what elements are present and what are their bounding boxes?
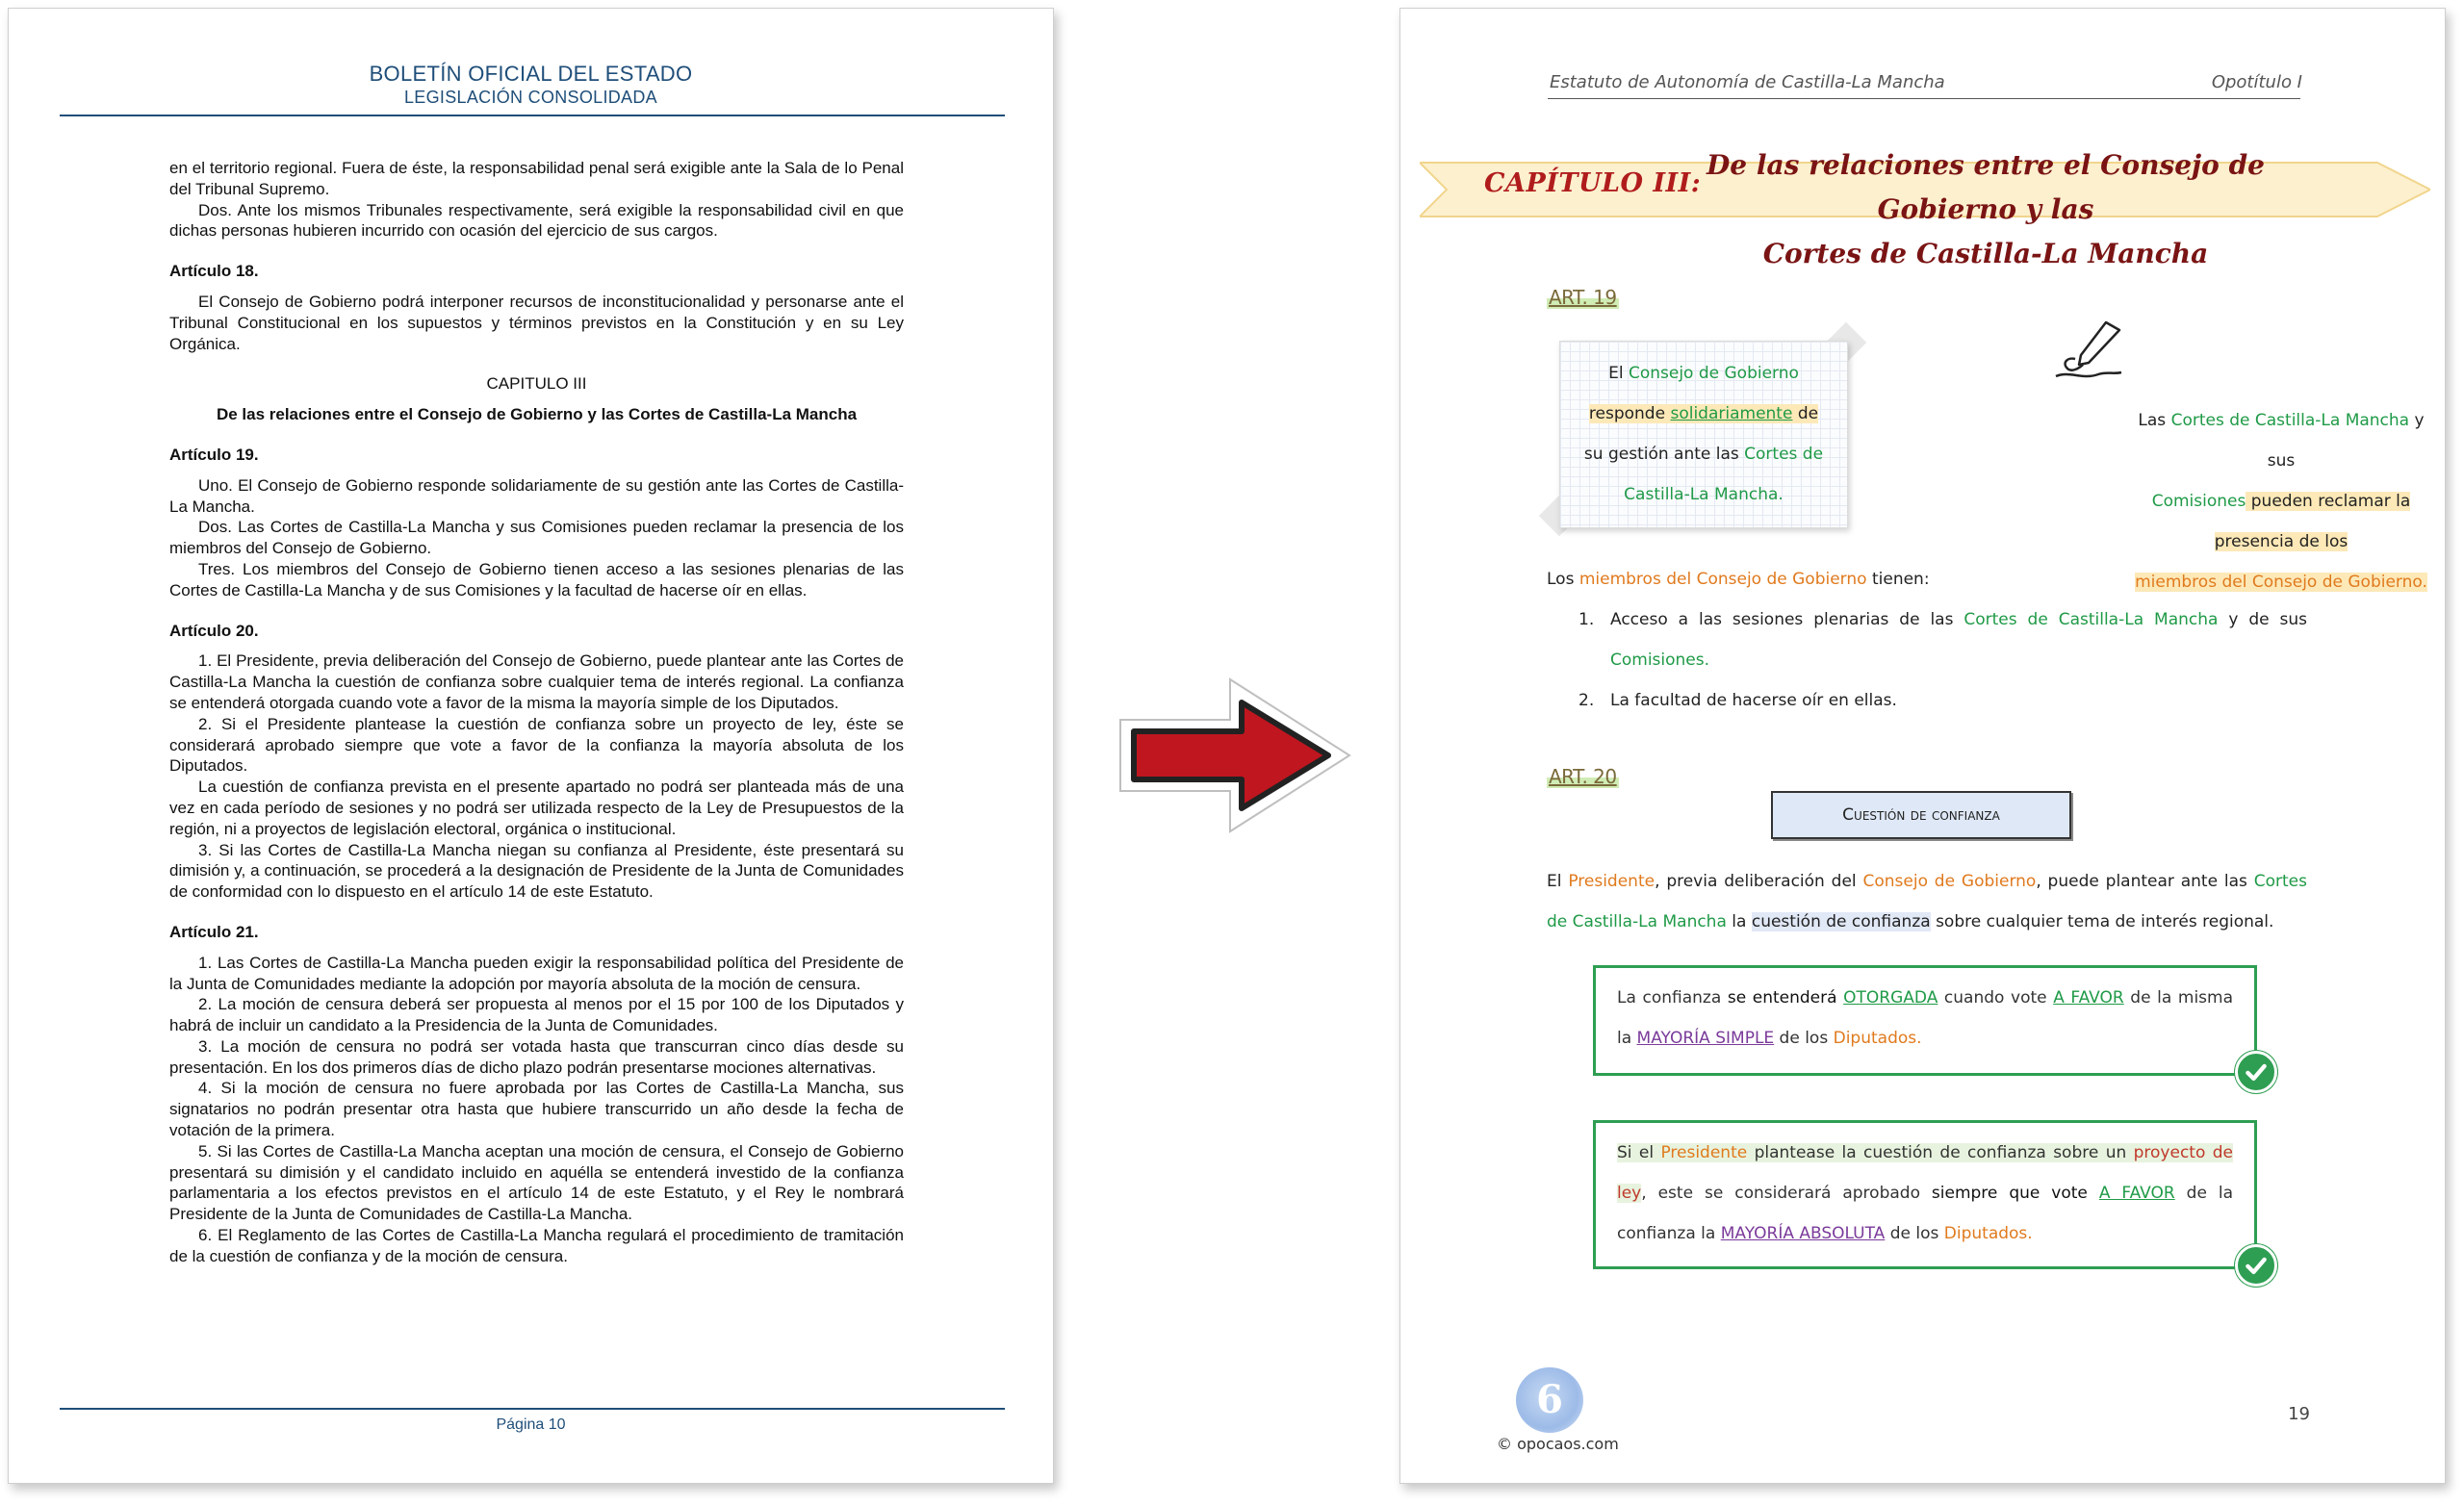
rule-box-simple-majority: La confianza se entenderá OTORGADA cuando vote A FAVOR de la misma la MAYORÍA SIMPLE de los Diputados. [1593, 965, 2257, 1076]
boe-paragraph: en el territorio regional. Fuera de éste, la responsabilidad penal será exigible ante la Sala de lo Penal del Tribunal Supremo. [169, 159, 904, 198]
article-heading-20: Artículo 20. [169, 621, 259, 640]
boe-paragraph: 5. Si las Cortes de Castilla-La Mancha aceptan una moción de censura, el Consejo de Gobierno presentará su dimisión y el candidato incluido en aquélla se entenderá investido de la confianza parlamentaria a los efectos previstos en el artículo 14 de este Estatuto, y el Rey le nombrará Presidente de la Junta de Comunidades de Castilla-La Mancha. [169, 1141, 904, 1224]
opocaos-logo: 6 [1506, 1367, 1593, 1444]
members-rights-list [1547, 599, 2307, 721]
boe-header-rule [60, 115, 1005, 116]
article-heading-21: Artículo 21. [169, 922, 259, 941]
check-icon [2235, 1244, 2277, 1287]
card-line: responde solidariamente de [1588, 404, 1819, 423]
boe-paragraph: 4. Si la moción de censura no fuere aprobada por las Cortes de Castilla-La Mancha, sus signatarios no podrán presentar otra hasta que hubiere transcurrido un año desde la fecha de votación de la primera. [169, 1079, 904, 1140]
boe-body [169, 158, 904, 1267]
boe-subtitle: LEGISLACIÓN CONSOLIDADA [404, 88, 657, 107]
article-heading-18: Artículo 18. [169, 262, 259, 281]
president-paragraph: El Presidente, previa deliberación del Consejo de Gobierno, puede plantear ante las Cortes de Castilla-La Mancha la cuestión de confianza sobre cualquier tema de interés regional. [1547, 872, 2307, 931]
boe-paragraph: La cuestión de confianza prevista en el presente apartado no podrá ser planteada más de una vez en cada período de sesiones y no podrá ser utilizada respecto de la Ley de Presupuestos de la región, ni a proyectos de legislación electoral, orgánica o institucional. [169, 778, 904, 838]
list-item: 1. Acceso a las sesiones plenarias de las Cortes de Castilla-La Mancha y de sus Comisiones. [1578, 610, 2307, 670]
check-icon [2235, 1051, 2277, 1093]
members-intro: Los miembros del Consejo de Gobierno tienen: [1547, 570, 1930, 589]
section-label-box: Cuestión de confianza [1771, 791, 2071, 839]
pen-writing-icon [2050, 317, 2127, 384]
article-label-20 [1547, 765, 1619, 788]
boe-page [8, 8, 1054, 1484]
chapter-label: CAPÍTULO III: [1484, 168, 1702, 198]
boe-paragraph: Dos. Las Cortes de Castilla-La Mancha y sus Comisiones pueden reclamar la presencia de los miembros del Consejo de Gobierno. [169, 518, 904, 558]
header-rule [1548, 98, 2300, 99]
boe-paragraph: 6. El Reglamento de las Cortes de Castilla-La Mancha regulará el procedimiento de tramitación de la cuestión de confianza y de la moción de censura. [169, 1226, 904, 1265]
list-item: 2. La facultad de hacerse oír en ellas. [1578, 691, 1897, 710]
chapter-title-line: De las relaciones entre el Consejo de Gobierno y las [1707, 149, 2265, 225]
page-footer: Página 10 [496, 1416, 566, 1433]
rule-box-absolute-majority: Si el Presidente plantease la cuestión de confianza sobre un proyecto de ley, este se considerará aprobado siempre que vote A FAVOR de la confianza la MAYORÍA ABSOLUTA de los Diputados. [1593, 1120, 2257, 1269]
notes-page [1399, 8, 2446, 1484]
boe-paragraph: 2. Si el Presidente plantease la cuestión de confianza sobre un proyecto de ley, éste se considerará aprobado siempre que vote a favor de la confianza la mayoría absoluta de los Diputados. [169, 714, 904, 776]
boe-footer-rule [60, 1408, 1005, 1410]
boe-paragraph: 2. La moción de censura deberá ser propuesta al menos por el 15 por 100 de los Diputados y habrá de incluir un candidato a la Presidencia de la Junta de Comunidades. [169, 995, 904, 1035]
boe-paragraph: 3. Si las Cortes de Castilla-La Mancha niegan su confianza al Presidente, éste presentará su dimisión y, a continuación, se procederá a la designación de Presidente de la Junta de Comunidades de conformidad con lo dispuesto en el artículo 14 de este Estatuto. [169, 840, 904, 902]
card-line: su gestión ante las Cortes de [1583, 445, 1824, 464]
boe-paragraph: 3. La moción de censura no podrá ser votada hasta que transcurran cinco días desde su presentación. En los dos primeros días de dicho plazo podrán presentarse mociones alternativas. [169, 1036, 904, 1077]
boe-paragraph: Uno. El Consejo de Gobierno responde solidariamente de su gestión ante las Cortes de Castilla-La Mancha. [169, 475, 904, 516]
running-header-title: Estatuto de Autonomía de Castilla-La Mancha [1550, 72, 1945, 92]
boe-paragraph: 1. El Presidente, previa deliberación del Consejo de Gobierno, puede plantear ante las Cortes de Castilla-La Mancha la cuestión de confianza sobre cualquier tema de interés regional. La confianza se entenderá otorgada cuando vote a favor de la misma la mayoría simple de los Diputados. [169, 651, 904, 712]
boe-title: BOLETÍN OFICIAL DEL ESTADO [369, 62, 693, 86]
commissions-note: Las Cortes de Castilla-La Mancha y sus Comisiones pueden reclamar la presencia de los miembros del Consejo de Gobierno. [2135, 411, 2427, 592]
boe-paragraph: El Consejo de Gobierno podrá interponer recursos de inconstitucionalidad y personarse ante el Tribunal Constitucional en los supuestos y términos previstos en la Constitución y en su Ley Orgánica. [169, 292, 904, 353]
page-number: 19 [2288, 1404, 2310, 1424]
article-label-19 [1547, 286, 1619, 309]
chapter-title: De las relaciones entre el Consejo de Gobierno y las Cortes de Castilla-La Mancha [216, 405, 858, 424]
chapter-title-line: Cortes de Castilla-La Mancha [1762, 238, 2209, 269]
article-heading-19: Artículo 19. [169, 445, 259, 464]
boe-paragraph: Dos. Ante los mismos Tribunales respectivamente, será exigible la responsabilidad civil en que dichas personas hubieren incurrido con ocasión del ejercicio de sus cargos. [169, 200, 904, 241]
right-arrow-icon [1115, 674, 1355, 837]
boe-paragraph: Tres. Los miembros del Consejo de Gobierno tienen acceso a las sesiones plenarias de las Cortes de Castilla-La Mancha y de sus Comisiones y la facultad de hacerse oír en ellas. [169, 559, 904, 599]
sticky-note-card [1559, 341, 1848, 528]
chapter-title [1634, 143, 2337, 276]
article-label-text: ART. 20 [1549, 765, 1617, 788]
boe-paragraph: 1. Las Cortes de Castilla-La Mancha pueden exigir la responsabilidad política del Presidente de la Junta de Comunidades mediante la adopción por mayoría absoluta de la moción de censura. [169, 953, 904, 993]
running-header-section: Opotítulo I [2211, 72, 2302, 92]
card-line: El Consejo de Gobierno [1608, 364, 1799, 383]
chapter-label: CAPITULO III [486, 374, 587, 394]
article-label-text: ART. 19 [1549, 286, 1617, 309]
copyright-text: © opocaos.com [1497, 1435, 1619, 1453]
card-line: Castilla-La Mancha. [1624, 485, 1784, 504]
